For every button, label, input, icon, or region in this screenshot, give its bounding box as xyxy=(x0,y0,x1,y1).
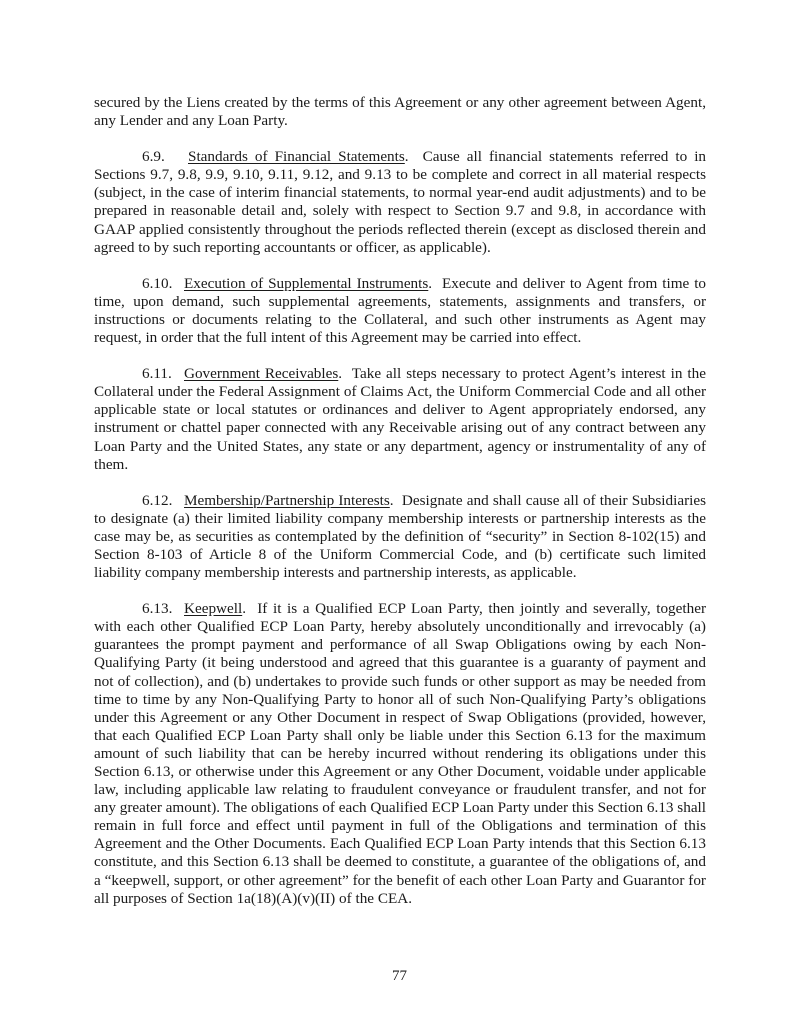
section-6-13: 6.13. Keepwell. If it is a Qualified ECP Loan Party, then jointly and severally, together with each other Qualified ECP Loan Party, hereby absolutely unconditionally and irrevocably (a) guarantees the prompt payment and performance of all Swap Obligations owing by each Non-Qualifying Party (it being understood and agreed that this guarantee is a guaranty of payment and not of collection), and (b) undertakes to provide such funds or other support as may be needed from time to time by any Non-Qualifying Party to honor all of such Non-Qualifying Party’s obligations under this Agreement or any Other Document in respect of Swap Obligations (provided, however, that each Qualified ECP Loan Party shall only be liable under this Section 6.13 for the maximum amount of such liability that can be hereby incurred without rendering its obligations under this Section 6.13, or otherwise under this Agreement or any Other Document, voidable under applicable law, including applicable law relating to fraudulent conveyance or fraudulent transfer, and not for any greater amount). The obligations of each Qualified ECP Loan Party under this Section 6.13 shall remain in full force and effect until payment in full of the Obligations and termination of this Agreement and the Other Documents. Each Qualified ECP Loan Party intends that this Section 6.13 constitute, and this Section 6.13 shall be deemed to constitute, a guarantee of the obligations of, and a “keepwell, support, or other agreement” for the benefit of each other Loan Party and Guarantor for all purposes of Section 1a(18)(A)(v)(II) of the CEA. xyxy=(94,600,707,907)
section-number: 6.11. xyxy=(142,365,172,383)
section-heading: Government Receivables xyxy=(184,365,339,383)
section-heading: Standards of Financial Statements xyxy=(188,148,405,166)
section-number: 6.10. xyxy=(142,274,173,292)
section-body: Execute and deliver to Agent from time to time, upon demand, such supplemental agreements, statements, assignments and transfers, or instructions or documents relating to the Collateral, and such other instruments as Agent may request, in order that the full intent of this Agreement may be carried into effect. xyxy=(94,274,707,347)
section-6-9: 6.9. Standards of Financial Statements. Cause all financial statements referred to in Sections 9.7, 9.8, 9.9, 9.10, 9.11, 9.12, and 9.13 to be complete and correct in all material respects (subject, in the case of interim financial statements, to normal year-end audit adjustments) and to be prepared in reasonable detail and, solely with respect to Section 9.7 and 9.8, in accordance with GAAP applied consistently throughout the periods reflected therein (except as disclosed therein and agreed to by such reporting accountants or officer, as applicable). xyxy=(94,148,707,256)
section-6-12: 6.12. Membership/Partnership Interests. Designate and shall cause all of their Subsidiaries to designate (a) their limited liability company membership interests or partnership interests as the case may be, as securities as contemplated by the definition of “security” in Section 8-102(15) and Section 8-103 of Article 8 of the Uniform Commercial Code, and (b) certificate such limited liability company membership interests and partnership interests, as applicable. xyxy=(94,491,706,582)
page-number: 77 xyxy=(392,968,407,984)
document-page xyxy=(94,94,706,926)
section-number: 6.12. xyxy=(142,491,173,509)
section-heading: Membership/Partnership Interests xyxy=(184,491,390,509)
section-heading: Keepwell xyxy=(184,600,243,618)
section-heading: Execution of Supplemental Instruments xyxy=(184,274,429,292)
section-number: 6.9. xyxy=(142,148,165,166)
section-body: Cause all financial statements referred to in Sections 9.7, 9.8, 9.9, 9.10, 9.11, 9.12, and 9.13 to be complete and correct in all material respects (subject, in the case of interim financial statements, to normal year-end audit adjustments) and to be prepared in reasonable detail and, solely with respect to Section 9.7 and 9.8, in accordance with GAAP applied consistently throughout the periods reflected therein (except as disclosed therein and agreed to by such reporting accountants or officer, as applicable). xyxy=(94,148,707,256)
section-body: If it is a Qualified ECP Loan Party, then jointly and severally, together with each other Qualified ECP Loan Party, hereby absolutely unconditionally and irrevocably (a) guarantees the prompt payment and performance of all Swap Obligations owing by each Non-Qualifying Party (it being understood and agreed that this guarantee is a guaranty of payment and not of collection), and (b) undertakes to provide such funds or other support as may be needed from time to time by any Non-Qualifying Party to honor all of such Non-Qualifying Party’s obligations under this Agreement or any Other Document in respect of Swap Obligations (provided, however, that each Qualified ECP Loan Party shall only be liable under this Section 6.13 for the maximum amount of such liability that can be hereby incurred without rendering its obligations under this Section 6.13, or otherwise under this Agreement or any Other Document, voidable under applicable law, including applicable law relating to fraudulent conveyance or fraudulent transfer, and not for any greater amount). The obligations of each Qualified ECP Loan Party under this Section 6.13 shall remain in full force and effect until payment in full of the Obligations and termination of this Agreement and the Other Documents. Each Qualified ECP Loan Party intends that this Section 6.13 constitute, and this Section 6.13 shall be deemed to constitute, a guarantee of the obligations of, and a “keepwell, support, or other agreement” for the benefit of each other Loan Party and Guarantor for all purposes of Section 1a(18)(A)(v)(II) of the CEA. xyxy=(94,600,707,907)
section-body: Designate and shall cause all of their Subsidiaries to designate (a) their limited liability company membership interests or partnership interests as the case may be, as securities as contemplated by the definition of “security” in Section 8-102(15) and Section 8-103 of Article 8 of the Uniform Commercial Code, and (b) certificate such limited liability company membership interests and partnership interests, as applicable. xyxy=(94,491,706,582)
continuation-paragraph: secured by the Liens created by the terms of this Agreement or any other agreement between Agent, any Lender and any Loan Party. xyxy=(94,94,706,130)
section-6-10: 6.10. Execution of Supplemental Instruments. Execute and deliver to Agent from time to time, upon demand, such supplemental agreements, statements, assignments and transfers, or instructions or documents relating to the Collateral, and such other instruments as Agent may request, in order that the full intent of this Agreement may be carried into effect. xyxy=(94,274,707,347)
section-body: Take all steps necessary to protect Agent’s interest in the Collateral under the Federal Assignment of Claims Act, the Uniform Commercial Code and all other applicable state or local statutes or ordinances and deliver to Agent appropriately endorsed, any instrument or chattel paper connected with any Receivable arising out of any contract between any Loan Party and the United States, any state or any department, agency or instrumentality of any of them. xyxy=(94,365,706,473)
section-number: 6.13. xyxy=(142,600,173,618)
section-6-11: 6.11. Government Receivables. Take all steps necessary to protect Agent’s interest in the Collateral under the Federal Assignment of Claims Act, the Uniform Commercial Code and all other applicable state or local statutes or ordinances and deliver to Agent appropriately endorsed, any instrument or chattel paper connected with any Receivable arising out of any contract between any Loan Party and the United States, any state or any department, agency or instrumentality of any of them. xyxy=(94,365,706,473)
